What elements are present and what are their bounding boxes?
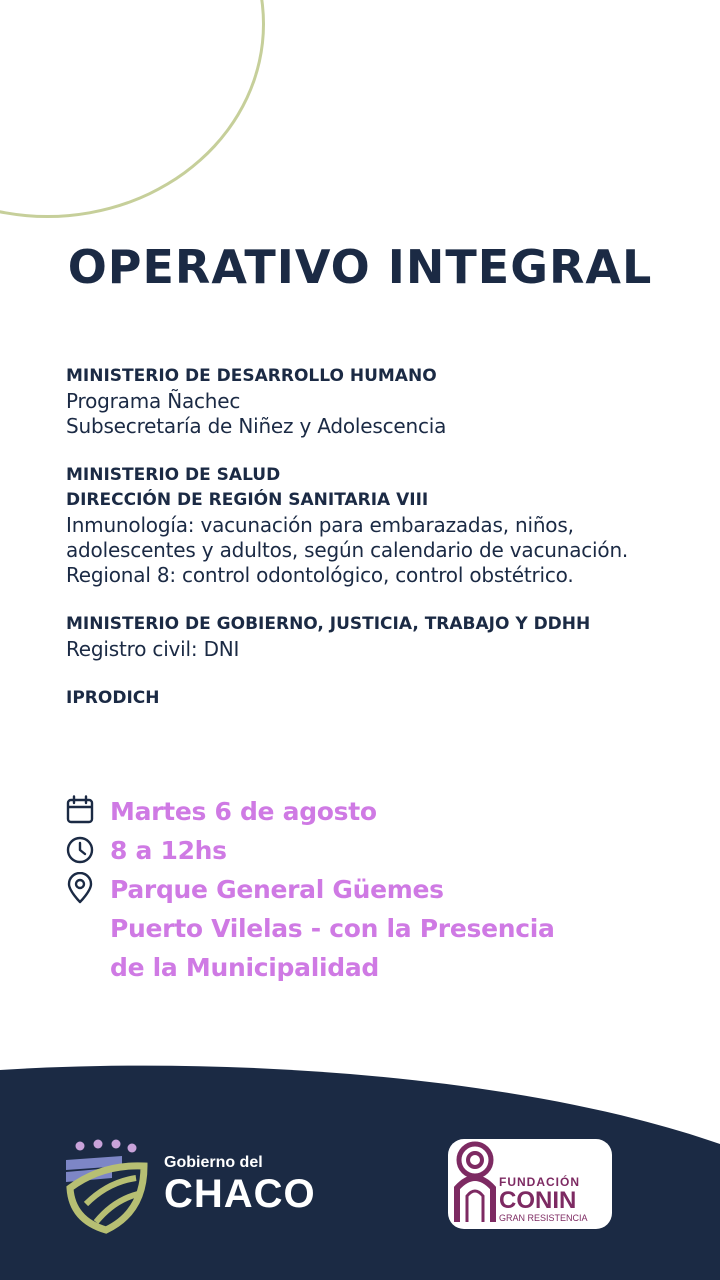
section-subheading: DIRECCIÓN DE REGIÓN SANITARIA VIII <box>66 490 429 510</box>
section-salud <box>66 463 706 588</box>
event-location-line: de la Municipalidad <box>110 953 379 982</box>
gov-logo-text-small: Gobierno del <box>164 1154 263 1171</box>
section-heading: IPRODICH <box>66 688 160 708</box>
conin-name-label: CONIN <box>499 1187 577 1214</box>
chaco-logo <box>62 1138 150 1234</box>
clock-icon <box>64 833 96 865</box>
section-line: Subsecretaría de Niñez y Adolescencia <box>66 414 447 438</box>
event-time: 8 a 12hs <box>110 836 227 865</box>
event-date: Martes 6 de agosto <box>110 797 377 826</box>
event-location-line: Parque General Güemes <box>110 875 444 904</box>
section-desarrollo-humano <box>66 364 706 439</box>
section-heading: MINISTERIO DE SALUD <box>66 465 281 485</box>
decorative-circle <box>0 0 265 218</box>
section-heading: MINISTERIO DE GOBIERNO, JUSTICIA, TRABAJO Y DDHH <box>66 614 591 634</box>
gov-logo-text-big: CHACO <box>164 1172 316 1216</box>
event-time-row <box>64 831 624 870</box>
event-date-row <box>64 792 624 831</box>
section-line: adolescentes y adultos, según calendario de vacunación. <box>66 538 629 562</box>
section-iprodich <box>66 686 706 711</box>
section-line: Regional 8: control odontológico, control obstétrico. <box>66 563 574 587</box>
conin-logo <box>447 1138 613 1230</box>
section-line: Registro civil: DNI <box>66 637 240 661</box>
event-details <box>64 792 624 987</box>
section-heading: MINISTERIO DE DESARROLLO HUMANO <box>66 366 437 386</box>
section-line: Inmunología: vacunación para embarazadas, niños, <box>66 513 574 537</box>
page-title: OPERATIVO INTEGRAL <box>67 240 653 294</box>
section-gobierno <box>66 612 706 662</box>
conin-sub-label: GRAN RESISTENCIA <box>499 1213 588 1223</box>
section-line: Programa Ñachec <box>66 389 241 413</box>
ministries-list <box>66 364 706 735</box>
calendar-icon <box>64 794 96 826</box>
event-location-row <box>64 870 624 987</box>
event-location <box>110 870 555 987</box>
event-location-line: Puerto Vilelas - con la Presencia <box>110 914 555 943</box>
conin-top-label: FUNDACIÓN <box>499 1175 580 1189</box>
location-pin-icon <box>64 872 96 904</box>
